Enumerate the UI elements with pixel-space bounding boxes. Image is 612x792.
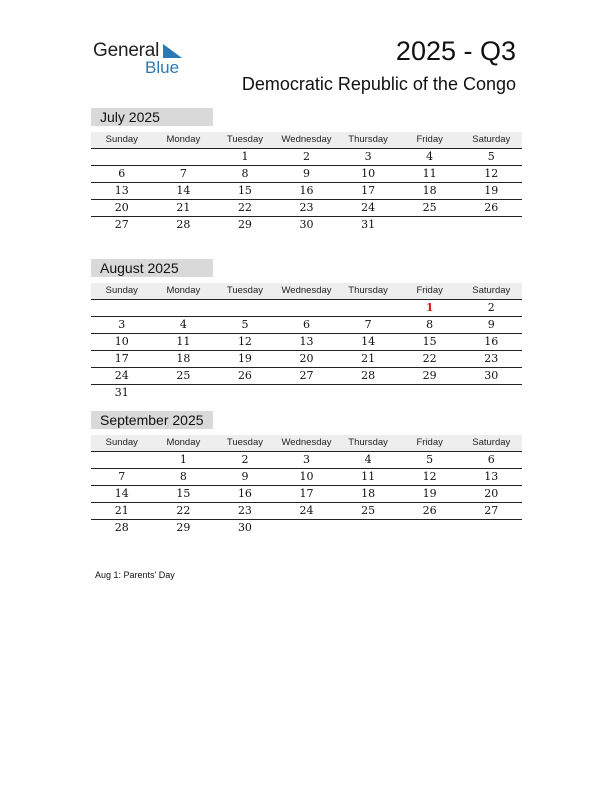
week-row: [91, 317, 522, 334]
week-row: [91, 217, 522, 233]
weekday-header: [91, 283, 522, 300]
day-cell: 26: [422, 504, 437, 517]
day-cell: 12: [237, 335, 252, 348]
day-cell: 18: [422, 184, 437, 197]
day-cell: 9: [487, 318, 495, 331]
day-cell: 3: [364, 150, 372, 163]
day-cell: [153, 149, 215, 165]
day-cell: [91, 149, 153, 165]
week-row: [91, 469, 522, 486]
day-cell: 6: [303, 318, 311, 331]
day-cell: 19: [237, 352, 252, 365]
week-row: [91, 368, 522, 385]
day-cell: 30: [299, 218, 314, 231]
week-row: [91, 334, 522, 351]
day-cell: 30: [484, 369, 499, 382]
day-cell: 20: [299, 352, 314, 365]
weekday-header: [91, 132, 522, 149]
weekday-label: Sunday: [105, 134, 138, 145]
day-cell: [337, 300, 399, 316]
day-cell: 13: [114, 184, 129, 197]
day-cell: 25: [422, 201, 437, 214]
day-cell: 15: [422, 335, 437, 348]
day-cell: 27: [114, 218, 129, 231]
weekday-label: Wednesday: [281, 285, 332, 296]
day-cell: 7: [364, 318, 372, 331]
day-cell: 22: [237, 201, 252, 214]
day-cell: 26: [237, 369, 252, 382]
day-cell: 10: [114, 335, 129, 348]
week-row: [91, 149, 522, 166]
day-cell: 8: [241, 167, 249, 180]
weekday-label: Monday: [166, 134, 201, 145]
weekday-label: Tuesday: [226, 134, 263, 145]
day-cell: 21: [176, 201, 191, 214]
day-cell: [460, 520, 522, 536]
day-cell: 22: [176, 504, 191, 517]
day-cell: 25: [361, 504, 376, 517]
week-row: [91, 486, 522, 503]
week-row: [91, 166, 522, 183]
weekday-label: Thursday: [348, 437, 388, 448]
day-cell: 22: [422, 352, 437, 365]
day-cell: 31: [114, 386, 129, 399]
day-cell: 14: [361, 335, 376, 348]
month-label: July 2025: [91, 108, 213, 126]
day-cell: 23: [237, 504, 252, 517]
holiday-notes: [95, 570, 175, 580]
day-cell: 4: [179, 318, 187, 331]
day-cell: 20: [114, 201, 129, 214]
day-cell: 21: [361, 352, 376, 365]
day-cell: 29: [176, 521, 191, 534]
day-cell: 12: [484, 167, 499, 180]
weekday-label: Sunday: [105, 437, 138, 448]
day-cell: 29: [237, 218, 252, 231]
day-cell: 19: [484, 184, 499, 197]
day-cell: 11: [361, 470, 376, 483]
day-cell: 2: [241, 453, 249, 466]
day-cell: 27: [484, 504, 499, 517]
day-cell: 23: [299, 201, 314, 214]
day-cell: [276, 300, 338, 316]
logo-text-blue: Blue: [145, 58, 180, 77]
day-cell: 12: [422, 470, 437, 483]
weekday-label: Tuesday: [226, 437, 263, 448]
day-cell: 5: [426, 453, 434, 466]
page-title: 2025 - Q3: [395, 36, 516, 66]
holiday-day-cell: 1: [425, 301, 434, 314]
day-cell: 29: [422, 369, 437, 382]
weekday-header: [91, 435, 522, 452]
month-block-july: [91, 108, 522, 233]
day-cell: 3: [303, 453, 311, 466]
weekday-label: Wednesday: [281, 437, 332, 448]
day-cell: 14: [176, 184, 191, 197]
holiday-note: Aug 1: Parents' Day: [95, 570, 175, 580]
day-cell: 15: [176, 487, 191, 500]
day-cell: 10: [299, 470, 314, 483]
day-cell: 11: [176, 335, 191, 348]
day-cell: 14: [114, 487, 129, 500]
day-cell: 31: [361, 218, 376, 231]
day-cell: 1: [179, 453, 187, 466]
day-cell: 26: [484, 201, 499, 214]
day-cell: 17: [361, 184, 376, 197]
month-block-august: [91, 259, 522, 401]
day-cell: [91, 452, 153, 468]
day-cell: 7: [118, 470, 126, 483]
day-cell: 13: [299, 335, 314, 348]
day-cell: 30: [237, 521, 252, 534]
day-cell: 7: [179, 167, 187, 180]
day-cell: 6: [487, 453, 495, 466]
day-cell: 10: [361, 167, 376, 180]
week-row: [91, 520, 522, 536]
day-cell: 8: [426, 318, 434, 331]
weekday-label: Sunday: [105, 285, 138, 296]
week-row: [91, 452, 522, 469]
day-cell: 13: [484, 470, 499, 483]
day-cell: 24: [299, 504, 314, 517]
day-cell: [214, 385, 276, 401]
day-cell: [153, 300, 215, 316]
week-row: [91, 351, 522, 368]
day-cell: 9: [303, 167, 311, 180]
month-label: September 2025: [91, 411, 213, 429]
day-cell: [214, 300, 276, 316]
day-cell: [399, 217, 461, 233]
day-cell: 24: [361, 201, 376, 214]
day-cell: 6: [118, 167, 126, 180]
week-row: [91, 385, 522, 401]
weekday-label: Friday: [416, 285, 443, 296]
day-cell: 18: [176, 352, 191, 365]
day-cell: 25: [176, 369, 191, 382]
day-cell: 1: [241, 150, 249, 163]
country-name: Democratic Republic of the Congo: [241, 74, 516, 94]
week-row: [91, 183, 522, 200]
day-cell: [276, 520, 338, 536]
day-cell: 17: [114, 352, 129, 365]
weekday-label: Monday: [166, 437, 201, 448]
week-row: [91, 200, 522, 217]
day-cell: 28: [176, 218, 191, 231]
day-cell: [276, 385, 338, 401]
day-cell: [399, 520, 461, 536]
day-cell: 4: [426, 150, 434, 163]
weekday-label: Saturday: [472, 437, 511, 448]
weekday-label: Monday: [166, 285, 201, 296]
logo-text-general: General: [93, 40, 160, 61]
day-cell: 27: [299, 369, 314, 382]
day-cell: [91, 300, 153, 316]
day-cell: 17: [299, 487, 314, 500]
day-cell: 8: [179, 470, 187, 483]
weekday-label: Thursday: [348, 285, 388, 296]
day-cell: 15: [237, 184, 252, 197]
weekday-label: Thursday: [348, 134, 388, 145]
day-cell: 3: [118, 318, 126, 331]
day-cell: [337, 385, 399, 401]
day-cell: 2: [303, 150, 311, 163]
weekday-label: Saturday: [472, 285, 511, 296]
day-cell: 23: [484, 352, 499, 365]
day-cell: 28: [361, 369, 376, 382]
weekday-label: Friday: [416, 134, 443, 145]
day-cell: 9: [241, 470, 249, 483]
day-cell: 24: [114, 369, 129, 382]
week-row: [91, 300, 522, 317]
day-cell: [337, 520, 399, 536]
day-cell: 28: [114, 521, 129, 534]
day-cell: [460, 217, 522, 233]
day-cell: 21: [114, 504, 129, 517]
day-cell: 4: [364, 453, 372, 466]
week-row: [91, 503, 522, 520]
month-label: August 2025: [91, 259, 213, 277]
day-cell: [399, 385, 461, 401]
day-cell: 2: [487, 301, 495, 314]
day-cell: 11: [422, 167, 437, 180]
day-cell: 5: [487, 150, 495, 163]
day-cell: 20: [484, 487, 499, 500]
month-block-september: [91, 411, 522, 536]
weekday-label: Wednesday: [281, 134, 332, 145]
logo: [93, 40, 193, 80]
day-cell: 16: [484, 335, 499, 348]
day-cell: [460, 385, 522, 401]
day-cell: [153, 385, 215, 401]
day-cell: 16: [299, 184, 314, 197]
weekday-label: Tuesday: [226, 285, 263, 296]
weekday-label: Friday: [416, 437, 443, 448]
day-cell: 18: [361, 487, 376, 500]
day-cell: 5: [241, 318, 249, 331]
day-cell: 19: [422, 487, 437, 500]
day-cell: 16: [237, 487, 252, 500]
weekday-label: Saturday: [472, 134, 511, 145]
